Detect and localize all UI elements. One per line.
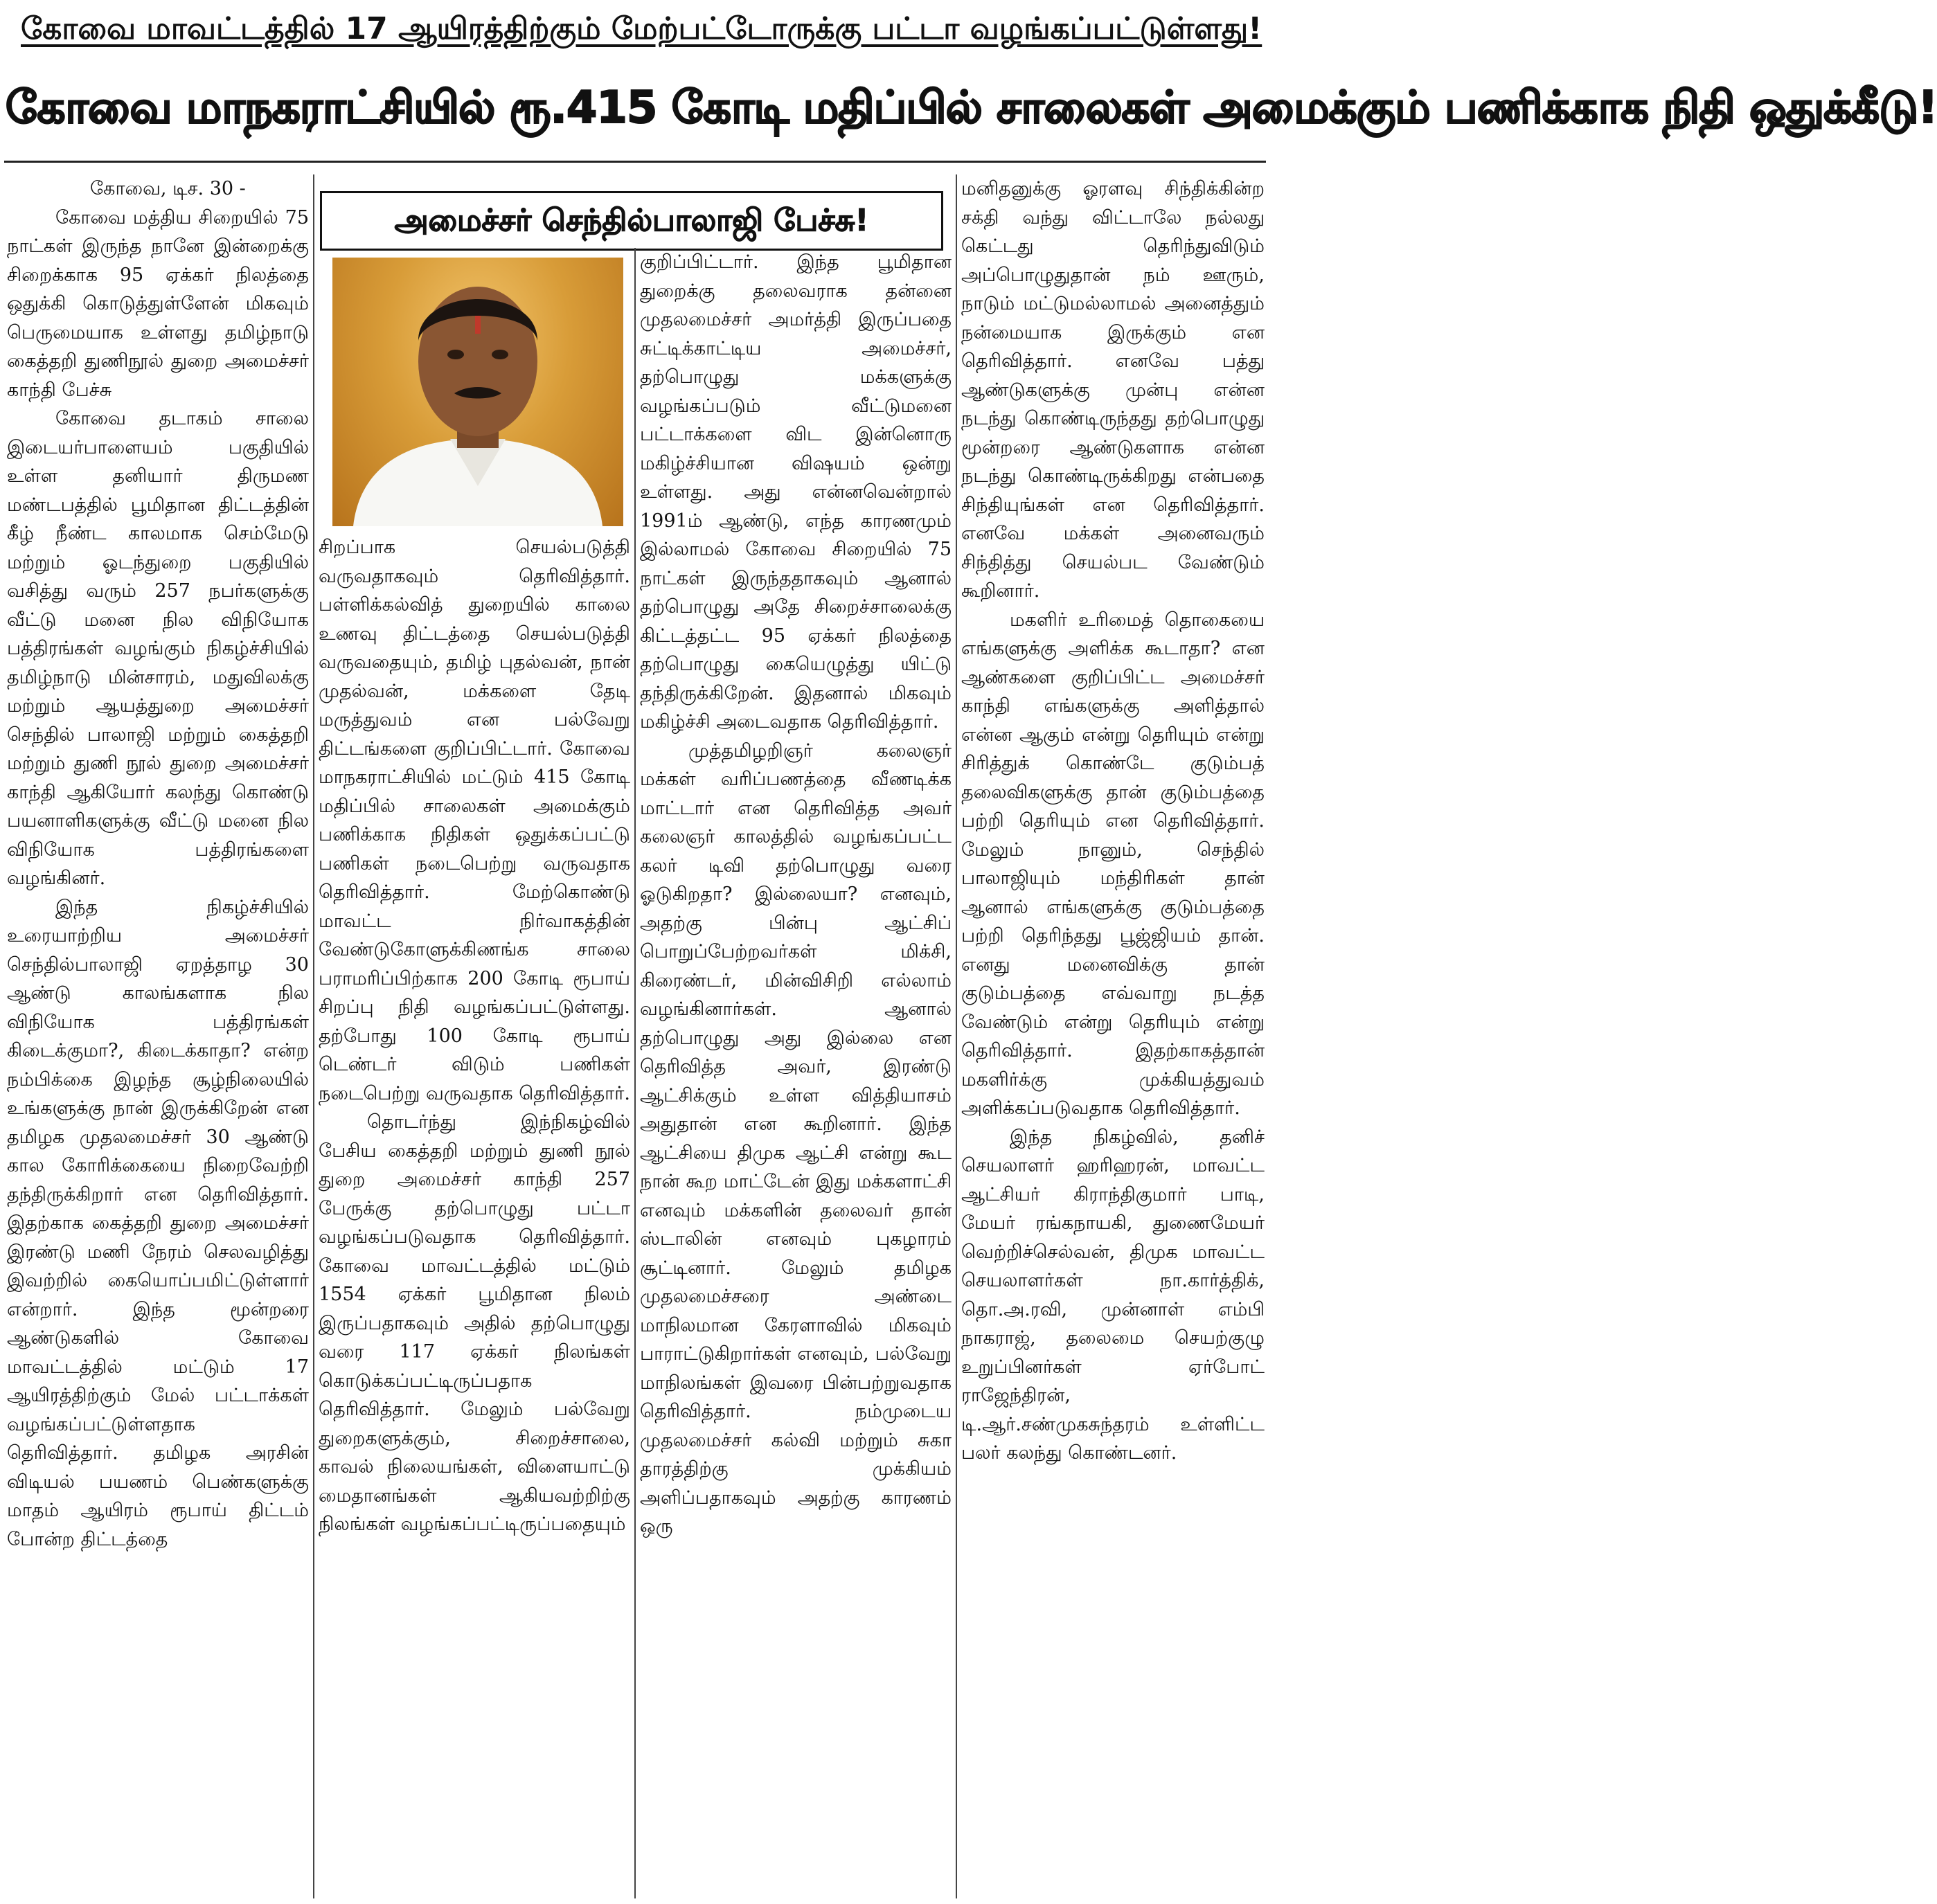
person-photo-icon [332, 258, 623, 526]
article-paragraph: குறிப்பிட்டார். இந்த பூமிதான துறைக்கு தலைவராக தன்னை முதலமைச்சர் அமர்த்தி இருப்பதை சுட்டிக்காட்டிய அமைச்சர், தற்பொழுது மக்களுக்கு வழங்கப்படும் வீட்டுமனை பட்டாக்களை விட இன்னொரு மகிழ்ச்சியான விஷயம் ஒன்று உள்ளது. அது என்னவென்றால் 1991ம் ஆண்டு, எந்த காரணமும் இல்லாமல் கோவை சிறையில் 75 நாட்கள் இருந்ததாகவும் ஆனால் தற்பொழுது அதே சிறைச்சாலைக்கு கிட்டத்தட்ட 95 ஏக்கர் நிலத்தை தற்பொழுது கையெழுத்து யிட்டு தந்திருக்கிறேன். இதனால் மிகவும் மகிழ்ச்சி அடைவதாக தெரிவித்தார். [640, 251, 952, 733]
column-divider [956, 174, 957, 1898]
article-paragraph: இந்த நிகழ்ச்சியில் உரையாற்றிய அமைச்சர் செந்தில்பாலாஜி ஏறத்தாழ 30 ஆண்டு காலங்களாக நில விநியோக பத்திரங்கள் கிடைக்குமா?, கிடைக்காதா? என்ற நம்பிக்கை இழந்த சூழ்நிலையில் உங்களுக்கு நான் இருக்கிறேன் என தமிழக முதலமைச்சர் 30 ஆண்டு கால கோரிக்கையை நிறைவேற்றி தந்திருக்கிறார் என தெரிவித்தார். இதற்காக கைத்தறி துறை அமைச்சர் இரண்டு மணி நேரம் செலவழித்து இவற்றில் கையொப்பமிட்டுள்ளார் என்றார். இந்த மூன்றரை ஆண்டுகளில் கோவை மாவட்டத்தில் மட்டும் 17 ஆயிரத்திற்கும் மேல் பட்டாக்கள் வழங்கப்பட்டுள்ளதாக தெரிவித்தார். தமிழக அரசின் விடியல் பயணம் பெண்களுக்கு மாதம் ஆயிரம் ரூபாய் திட்டம் போன்ற திட்டத்தை [7, 896, 309, 1550]
article-column-2 [319, 533, 630, 1898]
article-column-1 [7, 174, 309, 1898]
column-divider [634, 248, 636, 1898]
column-divider [313, 174, 314, 1898]
headline-rule [4, 161, 1266, 163]
minister-portrait [332, 258, 623, 526]
article-paragraph: கோவை தடாகம் சாலை இடையர்பாளையம் பகுதியில் உள்ள தனியார் திருமண மண்டபத்தில் பூமிதான திட்டத்தின் கீழ் நீண்ட காலமாக செம்மேடு மற்றும் ஓடந்துறை பகுதியில் வசித்து வரும் 257 நபர்களுக்கு வீட்டு மனை நில விநியோக பத்திரங்கள் வழங்கும் நிகழ்ச்சியில் தமிழ்நாடு மின்சாரம், மதுவிலக்கு மற்றும் ஆயத்துறை அமைச்சர் செந்தில் பாலாஜி மற்றும் கைத்தறி மற்றும் துணி நூல் துறை அமைச்சர் காந்தி ஆகியோர் கலந்து கொண்டு பயனாளிகளுக்கு வீட்டு மனை நில விநியோக பத்திரங்களை வழங்கினர். [7, 408, 309, 889]
article-paragraph: மனிதனுக்கு ஓரளவு சிந்திக்கின்ற சக்தி வந்து விட்டாலே நல்லது கெட்டது தெரிந்துவிடும் அப்பொழுதுதான் நம் ஊரும், நாடும் மட்டுமல்லாமல் அனைத்தும் நன்மையாக இருக்கும் என தெரிவித்தார். எனவே பத்து ஆண்டுகளுக்கு முன்பு என்ன நடந்து கொண்டிருந்தது தற்பொழுது மூன்றரை ஆண்டுகளாக என்ன நடந்து கொண்டிருக்கிறது என்பதை சிந்தியுங்கள் என தெரிவித்தார். எனவே மக்கள் அனைவரும் சிந்தித்து செயல்பட வேண்டும் கூறினார். [961, 178, 1265, 602]
article-paragraph: கோவை மத்திய சிறையில் 75 நாட்கள் இருந்த நானே இன்றைக்கு சிறைக்காக 95 ஏக்கர் நிலத்தை ஒதுக்கி கொடுத்துள்ளேன் மிகவும் பெருமையாக உள்ளது தமிழ்நாடு கைத்தறி துணிநூல் துறை அமைச்சர் காந்தி பேச்சு [7, 206, 309, 401]
article-paragraph: இந்த நிகழ்வில், தனிச் செயலாளர் ஹரிஹரன், மாவட்ட ஆட்சியர் கிராந்திகுமார் பாடி, மேயர் ரங்கநாயகி, துணைமேயர் வெற்றிச்செல்வன், திமுக மாவட்ட செயலாளர்கள் நா.கார்த்திக், தொ.அ.ரவி, முன்னாள் எம்பி நாகராஜ், தலைமை செயற்குழு உறுப்பினர்கள் ஏர்போட் ராஜேந்திரன், டி.ஆர்.சண்முகசுந்தரம் உள்ளிட்ட பலர் கலந்து கொண்டனர். [961, 1126, 1265, 1464]
article-column-3 [640, 248, 952, 1898]
kicker-headline: கோவை மாவட்டத்தில் 17 ஆயிரத்திற்கும் மேற்பட்டோருக்கு பட்டா வழங்கப்பட்டுள்ளது! [21, 11, 1262, 46]
article-paragraph: சிறப்பாக செயல்படுத்தி வருவதாகவும் தெரிவித்தார். பள்ளிக்கல்வித் துறையில் காலை உணவு திட்டத்தை செயல்படுத்தி வருவதையும், தமிழ் புதல்வன், நான் முதல்வன், மக்களை தேடி மருத்துவம் என பல்வேறு திட்டங்களை குறிப்பிட்டார். கோவை மாநகராட்சியில் மட்டும் 415 கோடி மதிப்பில் சாலைகள் அமைக்கும் பணிக்காக நிதிகள் ஒதுக்கப்பட்டு பணிகள் நடைபெற்று வருவதாக தெரிவித்தார். மேற்கொண்டு மாவட்ட நிர்வாகத்தின் வேண்டுகோளுக்கிணங்க சாலை பராமரிப்பிற்காக 200 கோடி ரூபாய் சிறப்பு நிதி வழங்கப்பட்டுள்ளது. தற்போது 100 கோடி ரூபாய் டெண்டர் விடும் பணிகள் நடைபெற்று வருவதாக தெரிவித்தார். [319, 537, 630, 1104]
article-paragraph: தொடர்ந்து இந்நிகழ்வில் பேசிய கைத்தறி மற்றும் துணி நூல் துறை அமைச்சர் காந்தி 257 பேருக்கு தற்பொழுது பட்டா வழங்கப்படுவதாக தெரிவித்தார். கோவை மாவட்டத்தில் மட்டும் 1554 ஏக்கர் பூமிதான நிலம் இருப்பதாகவும் அதில் தற்பொழுது வரை 117 ஏக்கர் நிலங்கள் கொடுக்கப்பட்டிருப்பதாக தெரிவித்தார். மேலும் பல்வேறு துறைகளுக்கும், சிறைச்சாலை, காவல் நிலையங்கள், விளையாட்டு மைதானங்கள் ஆகியவற்றிற்கு நிலங்கள் வழங்கப்பட்டிருப்பதையும் [319, 1111, 630, 1535]
subheadline-box: அமைச்சர் செந்தில்பாலாஜி பேச்சு! [320, 191, 943, 251]
article-column-4 [961, 174, 1265, 1898]
article-paragraph: மகளிர் உரிமைத் தொகையை எங்களுக்கு அளிக்க கூடாதா? என ஆண்களை குறிப்பிட்ட அமைச்சர் காந்தி எங்களுக்கு அளித்தால் என்ன ஆகும் என்று தெரியும் என்று சிரித்துக் கொண்டே குடும்பத் தலைவிகளுக்கு தான் குடும்பத்தை பற்றி தெரியும் என தெரிவித்தார். மேலும் நானும், செந்தில் பாலாஜியும் மந்திரிகள் தான் ஆனால் எங்களுக்கு குடும்பத்தை பற்றி தெரிந்தது பூஜ்ஜியம் தான். எனது மனைவிக்கு தான் குடும்பத்தை எவ்வாறு நடத்த வேண்டும் என்று தெரியும் என்று தெரிவித்தார். இதற்காகத்தான் மகளிர்க்கு முக்கியத்துவம் அளிக்கப்படுவதாக தெரிவித்தார். [961, 609, 1265, 1119]
dateline: கோவை, டிச. 30 - [90, 178, 246, 199]
article-paragraph: முத்தமிழறிஞர் கலைஞர் மக்கள் வரிப்பணத்தை வீணடிக்க மாட்டார் என தெரிவித்த அவர் கலைஞர் காலத்தில் வழங்கப்பட்ட கலர் டிவி தற்பொழுது வரை ஓடுகிறதா? இல்லையா? எனவும், அதற்கு பின்பு ஆட்சிப் பொறுப்பேற்றவர்கள் மிக்சி, கிரைண்டர், மின்விசிறி எல்லாம் வழங்கினார்கள். ஆனால் தற்பொழுது அது இல்லை என தெரிவித்த அவர், இரண்டு ஆட்சிக்கும் உள்ள வித்தியாசம் அதுதான் என கூறினார். இந்த ஆட்சியை திமுக ஆட்சி என்று கூட நான் கூற மாட்டேன் இது மக்களாட்சி எனவும் மக்களின் தலைவர் தான் ஸ்டாலின் எனவும் புகழாரம் சூட்டினார். மேலும் தமிழக முதலமைச்சரை அண்டை மாநிலமான கேரளாவில் மிகவும் பாராட்டுகிறார்கள் எனவும், பல்வேறு மாநிலங்கள் இவரை பின்பற்றுவதாக தெரிவித்தார். நம்முடைய முதலமைச்சர் கல்வி மற்றும் சுகா தாரத்திற்கு முக்கியம் அளிப்பதாகவும் அதற்கு காரணம் ஒரு [640, 739, 952, 1537]
main-headline: கோவை மாநகராட்சியில் ரூ.415 கோடி மதிப்பில் சாலைகள் அமைக்கும் பணிக்காக நிதி ஒதுக்கீடு! [6, 82, 1937, 134]
